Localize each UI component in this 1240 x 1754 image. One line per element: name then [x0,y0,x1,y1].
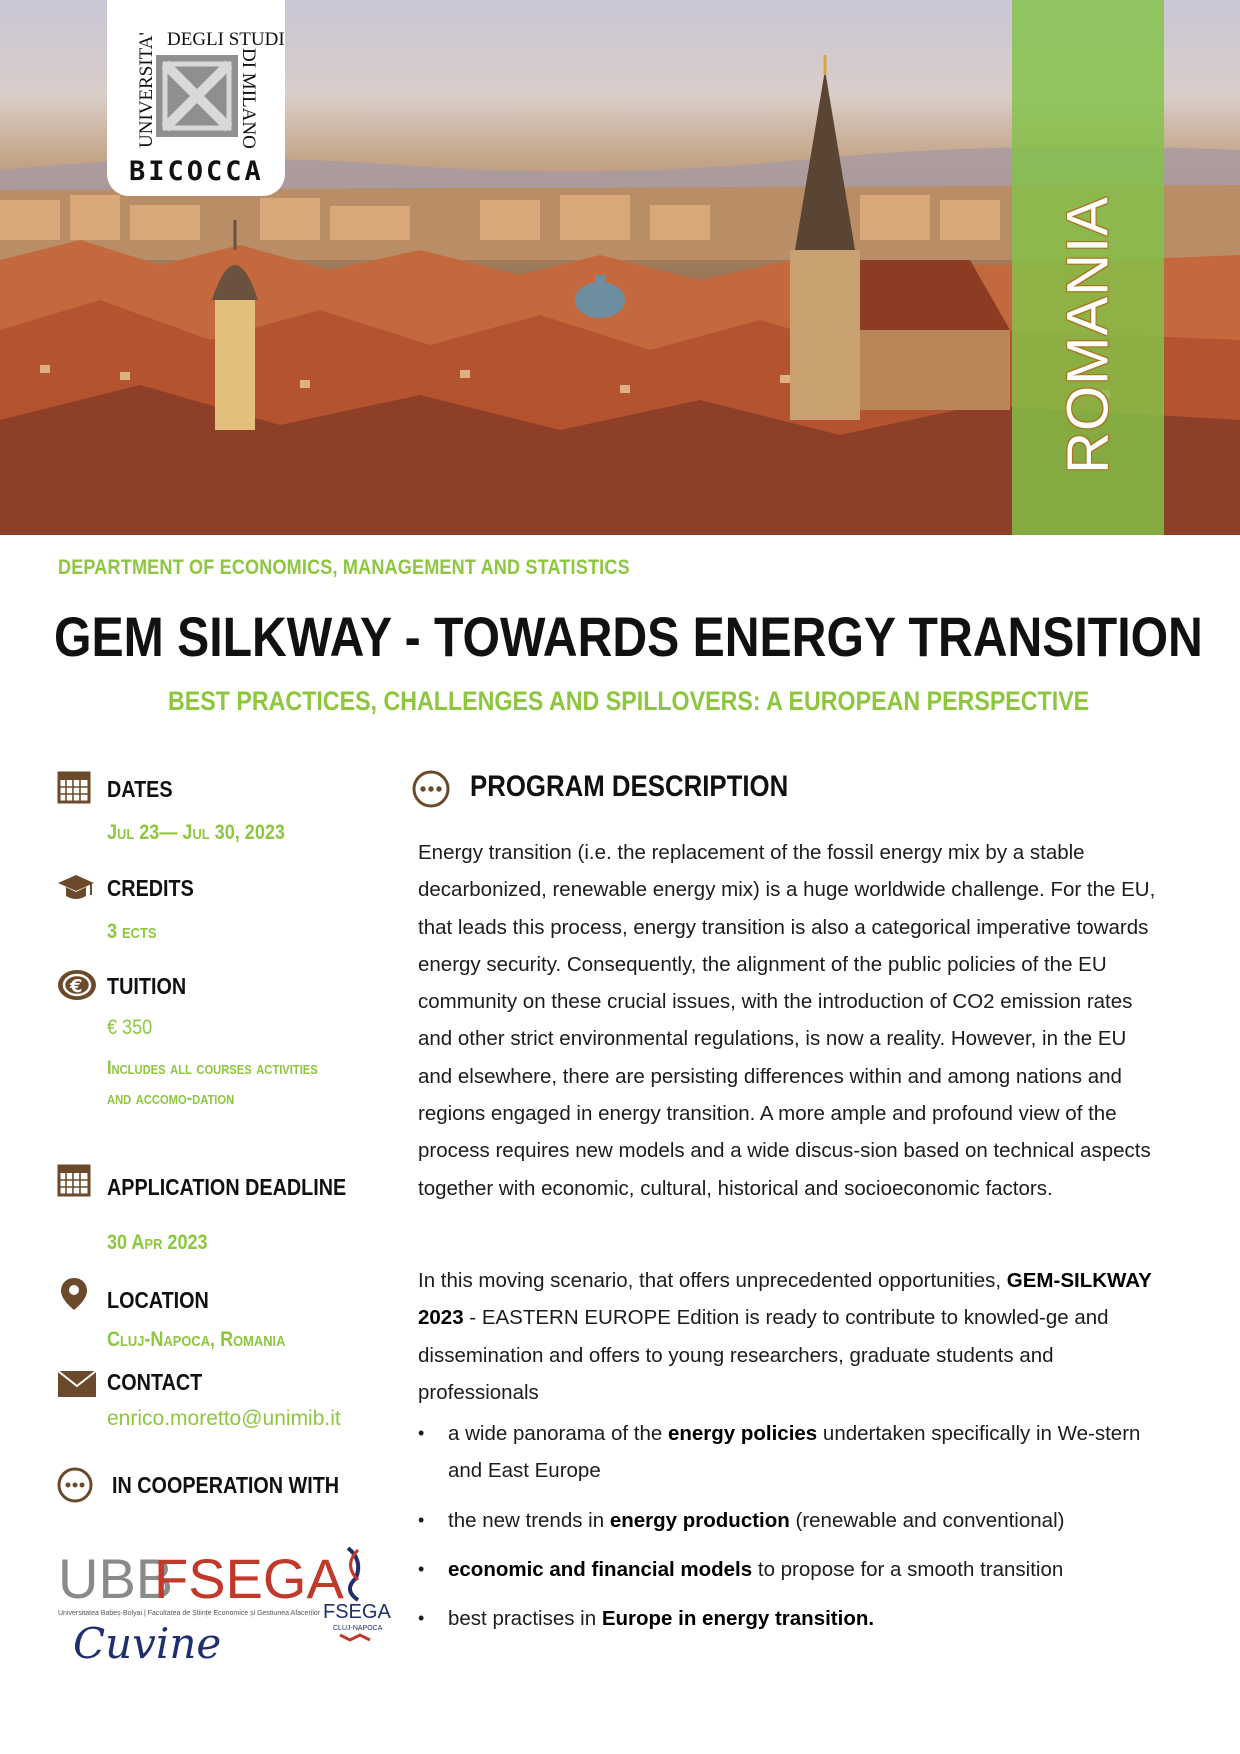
program-heading: PROGRAM DESCRIPTION [470,770,789,803]
department-name: DEPARTMENT OF ECONOMICS, MANAGEMENT AND STATISTICS [58,556,630,579]
location-value: Cluj-Napoca, Romania [107,1328,286,1351]
dates-label: DATES [107,776,173,802]
euro-icon [57,968,97,1002]
svg-text:Universitatea Babeș-Bolyai | F: Universitatea Babeș-Bolyai | Facultatea de Științe Economice și Gestiunea Afacerilor [58,1610,321,1617]
calendar-icon [57,1163,91,1197]
tuition-note: Includes all courses activities and accomo-dation [107,1058,318,1109]
bicocca-logo-icon [107,0,285,196]
list-item: • economic and financial models to propose for a smooth transition [418,1551,1158,1588]
cooperation-logos [58,1540,398,1670]
svg-text:Cuvine: Cuvine [73,1619,222,1668]
svg-text:DI MILANO: DI MILANO [238,48,259,149]
program-paragraph-1: Energy transition (i.e. the replacement of the fossil energy mix by a stable decarbonized, renewable energy mix) is a huge worldwide challenge. For the EU, that leads this process, energy transition is also a categorical imperative towards energy security. Consequently, the alignment of the public policies of the EU community on these crucial issues, with the introduction of CO2 emission rates and other strict environmental regulations, is now a reality. However, in the EU and elsewhere, there are persisting differences within and among nations and regions engaged in energy transition. A more ample and profound view of the process requires new models and a wide discus-sion based on technical aspects together with economic, cultural, historical and socioeconomic factors. [418,841,1156,1200]
contact-email[interactable]: enrico.moretto@unimib.it [107,1407,341,1430]
list-item: • best practises in Europe in energy transition. [418,1600,1158,1637]
ubb-fsega-logo [58,1540,398,1670]
deadline-value: 30 Apr 2023 [107,1231,208,1254]
country-label-wrap [1012,0,1164,535]
envelope-icon [57,1370,97,1398]
tuition-label: TUITION [107,973,187,999]
program-paragraph-2 [418,1262,1158,1411]
program-bullets [418,1415,1158,1649]
svg-text:CLUJ-NAPOCA: CLUJ-NAPOCA [333,1625,383,1632]
tuition-value: € 350 [107,1016,153,1039]
more-dots-icon [57,1467,93,1503]
page-title: GEM SILKWAY - TOWARDS ENERGY TRANSITION [54,605,1203,668]
deadline-label: APPLICATION DEADLINE [107,1174,347,1200]
credits-value: 3 ects [107,920,157,943]
credits-label: CREDITS [107,875,194,901]
svg-text:UBB: UBB [58,1547,174,1610]
country-label: ROMANIA [1055,196,1121,474]
dates-value: Jul 23— Jul 30, 2023 [107,821,285,844]
svg-text:FSEGA: FSEGA [154,1547,344,1610]
calendar-icon [57,770,91,804]
contact-label: CONTACT [107,1369,203,1395]
paragraph-2-end: - EASTERN EUROPE Edition is ready to contribute to knowled-ge and dissemination and offers to young researchers, graduate students and professionals [418,1306,1109,1404]
svg-text:DEGLI STUDI: DEGLI STUDI [167,29,285,50]
svg-text:FSEGA: FSEGA [323,1601,391,1623]
paragraph-2-start: In this moving scenario, that offers unprecedented opportunities, [418,1269,1007,1292]
list-item: • a wide panorama of the energy policies undertaken specifically in We-stern and East Europe [418,1415,1158,1490]
more-dots-icon [411,769,451,809]
paragraph-2-bold: GEM-SILKWAY 2023 [418,1269,1152,1330]
graduation-cap-icon [57,870,95,904]
university-logo [107,0,285,196]
page-subtitle: BEST PRACTICES, CHALLENGES AND SPILLOVERS: A EUROPEAN PERSPECTIVE [168,686,1090,716]
list-item: • the new trends in energy production (renewable and conventional) [418,1502,1158,1539]
location-pin-icon [60,1277,88,1311]
cooperation-label: IN COOPERATION WITH [112,1472,340,1498]
svg-text:€: € [70,976,83,997]
svg-text:UNIVERSITA': UNIVERSITA' [136,32,157,148]
svg-text:BICOCCA: BICOCCA [129,156,264,187]
location-label: LOCATION [107,1287,209,1313]
hero-image [0,0,1240,535]
